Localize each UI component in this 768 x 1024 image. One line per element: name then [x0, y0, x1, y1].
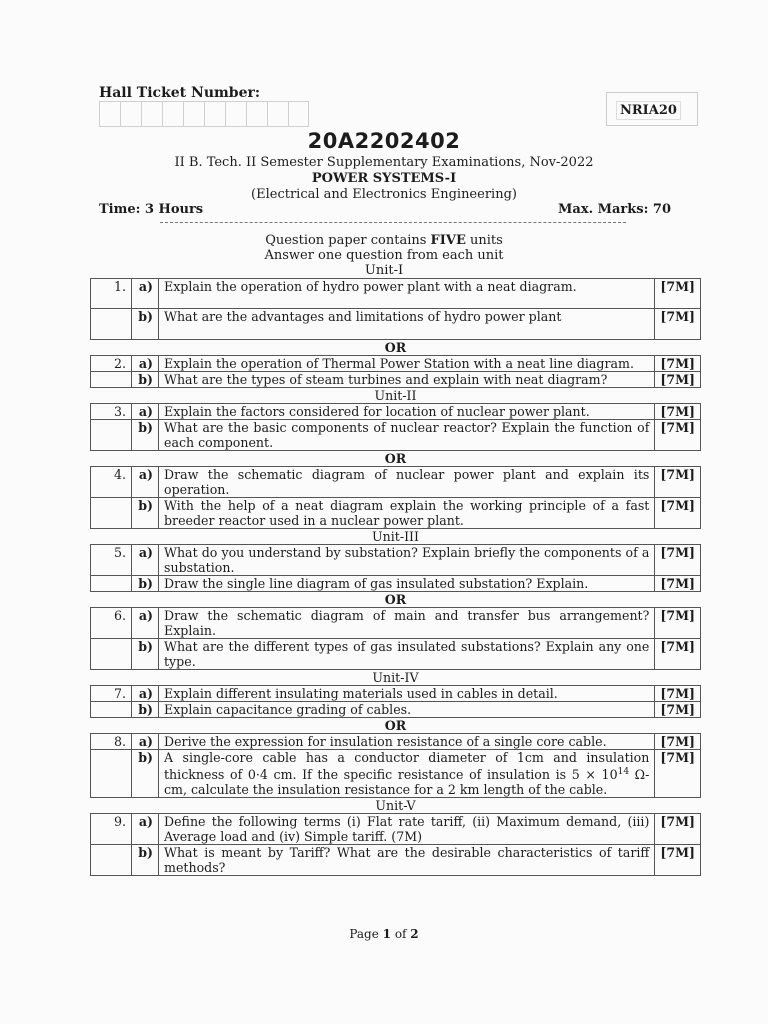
exam-line: II B. Tech. II Semester Supplementary Examinations, Nov-2022 [174, 155, 594, 170]
question-text: What are the advantages and limitations of hydro power plant [159, 309, 655, 340]
part-label: a) [132, 545, 159, 576]
table-row [91, 750, 701, 798]
dashed-divider [160, 222, 626, 223]
question-text: Explain the operation of Thermal Power Station with a neat line diagram. [159, 356, 655, 372]
hall-ticket-box[interactable] [225, 101, 246, 127]
marks-cell: [7M] [655, 279, 701, 309]
page-total: 2 [410, 927, 419, 941]
question-number [91, 702, 132, 718]
question-number: 8. [91, 734, 132, 750]
question-number: 5. [91, 545, 132, 576]
marks-cell: [7M] [655, 420, 701, 451]
table-row [91, 420, 701, 451]
marks-cell: [7M] [655, 309, 701, 340]
part-label: a) [132, 467, 159, 498]
hall-ticket-box[interactable] [162, 101, 183, 127]
question-number [91, 750, 132, 798]
question-number: 2. [91, 356, 132, 372]
question-text: Draw the schematic diagram of main and transfer bus arrangement? Explain. [159, 608, 655, 639]
marks-cell: [7M] [655, 545, 701, 576]
question-text [159, 750, 655, 798]
marks-cell: [7M] [655, 608, 701, 639]
hall-ticket-box[interactable] [246, 101, 267, 127]
marks-cell: [7M] [655, 576, 701, 592]
marks-cell: [7M] [655, 686, 701, 702]
part-label: a) [132, 356, 159, 372]
instruction-1 [0, 233, 768, 248]
table-row [91, 845, 701, 876]
instruction-1-prefix: Question paper contains [265, 233, 431, 248]
part-label: b) [132, 845, 159, 876]
hall-ticket-boxes[interactable] [99, 101, 309, 127]
question-text-part: A single-core cable has a conductor diameter of 1cm and insulation thickness of 0·4 cm. If the specific resistance of insulation is 5 × 10 [164, 750, 650, 783]
marks-cell: [7M] [655, 404, 701, 420]
part-label: b) [132, 576, 159, 592]
marks-cell: [7M] [655, 639, 701, 670]
code-tag-box [606, 92, 698, 126]
or-separator: OR [384, 451, 407, 466]
table-row [91, 814, 701, 845]
or-separator: OR [384, 718, 407, 733]
question-text: What are the types of steam turbines and explain with neat diagram? [159, 372, 655, 388]
table-row [91, 608, 701, 639]
question-text: Define the following terms (i) Flat rate tariff, (ii) Maximum demand, (iii) Average load and (iv) Simple tariff. (7M) [159, 814, 655, 845]
question-number [91, 639, 132, 670]
question-number: 1. [91, 279, 132, 309]
hall-ticket-box[interactable] [267, 101, 288, 127]
table-row [91, 702, 701, 718]
part-label: a) [132, 404, 159, 420]
question-text: Explain the operation of hydro power plant with a neat diagram. [159, 279, 655, 309]
page-prefix: Page [349, 927, 383, 941]
hall-ticket-box[interactable] [141, 101, 162, 127]
exponent: 14 [617, 767, 630, 777]
table-row [91, 576, 701, 592]
max-marks-label: Max. Marks: 70 [558, 202, 672, 217]
page-mid: of [391, 927, 411, 941]
table-row [91, 309, 701, 340]
unit-separator: Unit-V [375, 798, 416, 814]
question-text: What is meant by Tariff? What are the desirable characteristics of tariff methods? [159, 845, 655, 876]
marks-cell: [7M] [655, 734, 701, 750]
table-row [91, 279, 701, 309]
marks-cell: [7M] [655, 356, 701, 372]
or-separator: OR [384, 340, 407, 355]
question-text: Explain the factors considered for location of nuclear power plant. [159, 404, 655, 420]
table-row [91, 734, 701, 750]
hall-ticket-label: Hall Ticket Number: [99, 85, 261, 101]
marks-cell: [7M] [655, 372, 701, 388]
hall-ticket-box[interactable] [120, 101, 141, 127]
part-label: b) [132, 309, 159, 340]
part-label: a) [132, 608, 159, 639]
question-text: Explain different insulating materials used in cables in detail. [159, 686, 655, 702]
part-label: b) [132, 420, 159, 451]
unit-separator: Unit-II [374, 388, 417, 403]
question-number [91, 576, 132, 592]
question-text: What are the different types of gas insulated substations? Explain any one type. [159, 639, 655, 670]
marks-cell: [7M] [655, 702, 701, 718]
marks-cell: [7M] [655, 750, 701, 798]
table-row [91, 639, 701, 670]
marks-cell: [7M] [655, 498, 701, 529]
part-label: a) [132, 686, 159, 702]
marks-cell: [7M] [655, 814, 701, 845]
part-label: b) [132, 498, 159, 529]
subject-code: 20A2202402 [307, 129, 461, 153]
instruction-1-bold: FIVE [430, 233, 466, 248]
code-tag: NRIA20 [616, 101, 681, 120]
marks-cell: [7M] [655, 467, 701, 498]
question-text: Explain capacitance grading of cables. [159, 702, 655, 718]
part-label: b) [132, 372, 159, 388]
hall-ticket-box[interactable] [99, 101, 120, 127]
question-text: Draw the schematic diagram of nuclear power plant and explain its operation. [159, 467, 655, 498]
hall-ticket-box[interactable] [183, 101, 204, 127]
question-text: Draw the single line diagram of gas insulated substation? Explain. [159, 576, 655, 592]
unit-separator: Unit-III [372, 529, 419, 544]
question-number [91, 845, 132, 876]
table-row [91, 686, 701, 702]
question-text: With the help of a neat diagram explain the working principle of a fast breeder reactor used in a nuclear power plant. [159, 498, 655, 529]
table-row [91, 467, 701, 498]
branch: (Electrical and Electronics Engineering) [251, 187, 517, 202]
time-label: Time: 3 Hours [99, 202, 204, 217]
table-row [91, 404, 701, 420]
question-text-part: Ω-cm, calculate the insulation resistance for a 2 km length of the cable. [164, 767, 650, 798]
hall-ticket-box[interactable] [204, 101, 225, 127]
instruction-1-suffix: units [465, 233, 503, 248]
table-row [91, 356, 701, 372]
part-label: b) [132, 702, 159, 718]
question-text: Derive the expression for insulation resistance of a single core cable. [159, 734, 655, 750]
unit-1-heading: Unit-I [364, 263, 404, 278]
part-label: a) [132, 734, 159, 750]
question-number: 4. [91, 467, 132, 498]
or-separator: OR [384, 592, 407, 607]
question-number: 6. [91, 608, 132, 639]
page-number: 1 [382, 927, 391, 941]
subject-title: POWER SYSTEMS-I [311, 171, 457, 186]
question-number [91, 498, 132, 529]
question-number: 7. [91, 686, 132, 702]
question-text: What are the basic components of nuclear reactor? Explain the function of each component. [159, 420, 655, 451]
marks-cell: [7M] [655, 845, 701, 876]
part-label: a) [132, 279, 159, 309]
question-number [91, 420, 132, 451]
question-text: What do you understand by substation? Explain briefly the components of a substation. [159, 545, 655, 576]
question-number: 9. [91, 814, 132, 845]
unit-separator: Unit-IV [372, 670, 419, 685]
question-number: 3. [91, 404, 132, 420]
instruction-2: Answer one question from each unit [264, 248, 504, 263]
question-table [90, 278, 701, 876]
question-number [91, 309, 132, 340]
part-label: b) [132, 750, 159, 798]
hall-ticket-box[interactable] [288, 101, 309, 127]
part-label: a) [132, 814, 159, 845]
table-row [91, 372, 701, 388]
part-label: b) [132, 639, 159, 670]
table-row [91, 498, 701, 529]
question-number [91, 372, 132, 388]
table-row [91, 545, 701, 576]
page-footer [0, 927, 768, 941]
